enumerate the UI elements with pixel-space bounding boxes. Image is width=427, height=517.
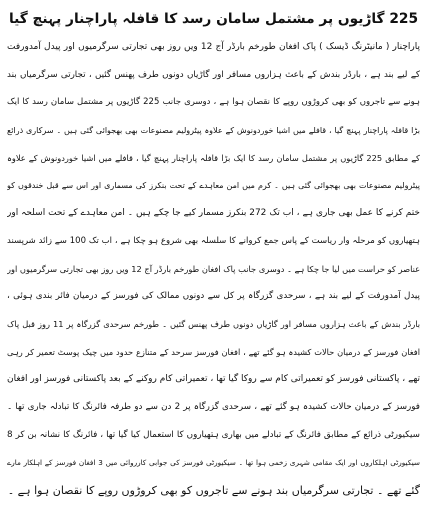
body-line: فورسز کے درمیان حالات کشیدہ ہو گئے تھے ، سرحدی گزرگاہ پر 2 دن سے دو طرفہ فائرنگ کا تبادلہ جاری تھا ۔	[7, 401, 420, 412]
body-line: بڑا قافلہ پاراچنار پہنچ گیا ، قافلے میں اشیا خوردونوش کے علاوہ پیٹرولیم مصنوعات بھی بھجوائی گئی ہیں ۔ سرکاری ذرائع	[7, 126, 420, 136]
body-line: سیکیورٹی ذرائع کے مطابق فائرنگ کے تبادلے میں بھاری ہتھیاروں کا استعمال کیا گیا تھا ، فائرنگ کا نشانہ بن کر 8	[7, 429, 420, 440]
body-line: تھے ، پاکستانی فورسز کو تعمیراتی کام سے روکا گیا تھا ، تعمیراتی کام روکنے کے بعد پاکستانی فورسز اور افغان	[7, 374, 420, 385]
body-line: ہتھیاروں کو مرحلہ وار ریاست کے پاس جمع کروانے کا سلسلہ بھی شروع ہو چکا ہے ، اب تک 100 سے زائد شرپسند	[7, 235, 420, 246]
body-line: پیٹرولیم مصنوعات بھی بھجوائی گئی ہیں ۔ کرم میں امن معاہدے کے تحت بنکرز کی مسماری اور اس سے قبل خندقوں کو	[7, 181, 420, 191]
body-line: پاراچنار ( مانیٹرنگ ڈیسک ) پاک افغان طورخم بارڈر آج 12 ویں روز بھی تجارتی سرگرمیوں اور پیدل آمدورفت	[7, 42, 420, 52]
body-line: گئے تھے ۔ تجارتی سرگرمیاں بند ہونے سے تاجروں کو بھی کروڑوں روپے کا نقصان ہوا ہے ۔	[7, 484, 420, 497]
body-line: کے مطابق 225 گاڑیوں پر مشتمل سامان رسد کا ایک بڑا قافلہ پاراچنار پہنچ گیا ، قافلے میں اشیا خوردونوش کے علاوہ	[7, 152, 420, 163]
article-headline: 225 گاڑیوں پر مشتمل سامان رسد کا قافلہ پاراچنار پہنچ گیا	[8, 11, 419, 27]
body-line: سیکیورٹی اہلکاروں اور ایک مقامی شہری زخمی ہوا تھا ۔ سیکیورٹی فورسز کی جوابی کارروائی میں 3 افغان فورسز کے اہلکار مارے	[7, 458, 420, 468]
body-line: پیدل آمدورفت کے لیے بند ہے ، سرحدی گزرگاہ پر کل سے دونوں ممالک کی فورسز کے درمیان فائر بندی ہوئی ،	[7, 291, 420, 302]
body-line: افغان فورسز کے درمیان حالات کشیدہ ہو گئے تھے ، افغان فورسز سرحد کے متنازع حدود میں چیک پوسٹ تعمیر کر رہی	[7, 346, 420, 357]
body-line: عناصر کو حراست میں لیا جا چکا ہے ۔ دوسری جانب پاک افغان طورخم بارڈر آج 12 ویں روز بھی تجارتی سرگرمیوں اور	[7, 263, 420, 274]
news-article	[7, 0, 420, 517]
body-line: کے لیے بند ہے ، بارڈر بندش کے باعث ہزاروں مسافر اور گاڑیاں دونوں طرف پھنس گئیں ، تجارتی سرگرمیاں بند	[7, 69, 420, 80]
body-line: ختم کرنے کا عمل بھی جاری ہے ، اب تک 272 بنکرز مسمار کیے جا چکے ہیں ۔ امن معاہدے کے تحت اسلحہ اور	[7, 208, 420, 219]
body-line: ہونے سے تاجروں کو بھی کروڑوں روپے کا نقصان ہوا ہے ، دوسری جانب 225 گاڑیوں پر مشتمل سامان رسد کا ایک	[7, 97, 420, 108]
body-line: بارڈر بندش کے باعث ہزاروں مسافر اور گاڑیاں دونوں طرف پھنس گئیں ۔ طورخم سرحدی گزرگاہ پر 11 روز قبل پاک	[7, 318, 420, 329]
article-body	[7, 34, 420, 505]
